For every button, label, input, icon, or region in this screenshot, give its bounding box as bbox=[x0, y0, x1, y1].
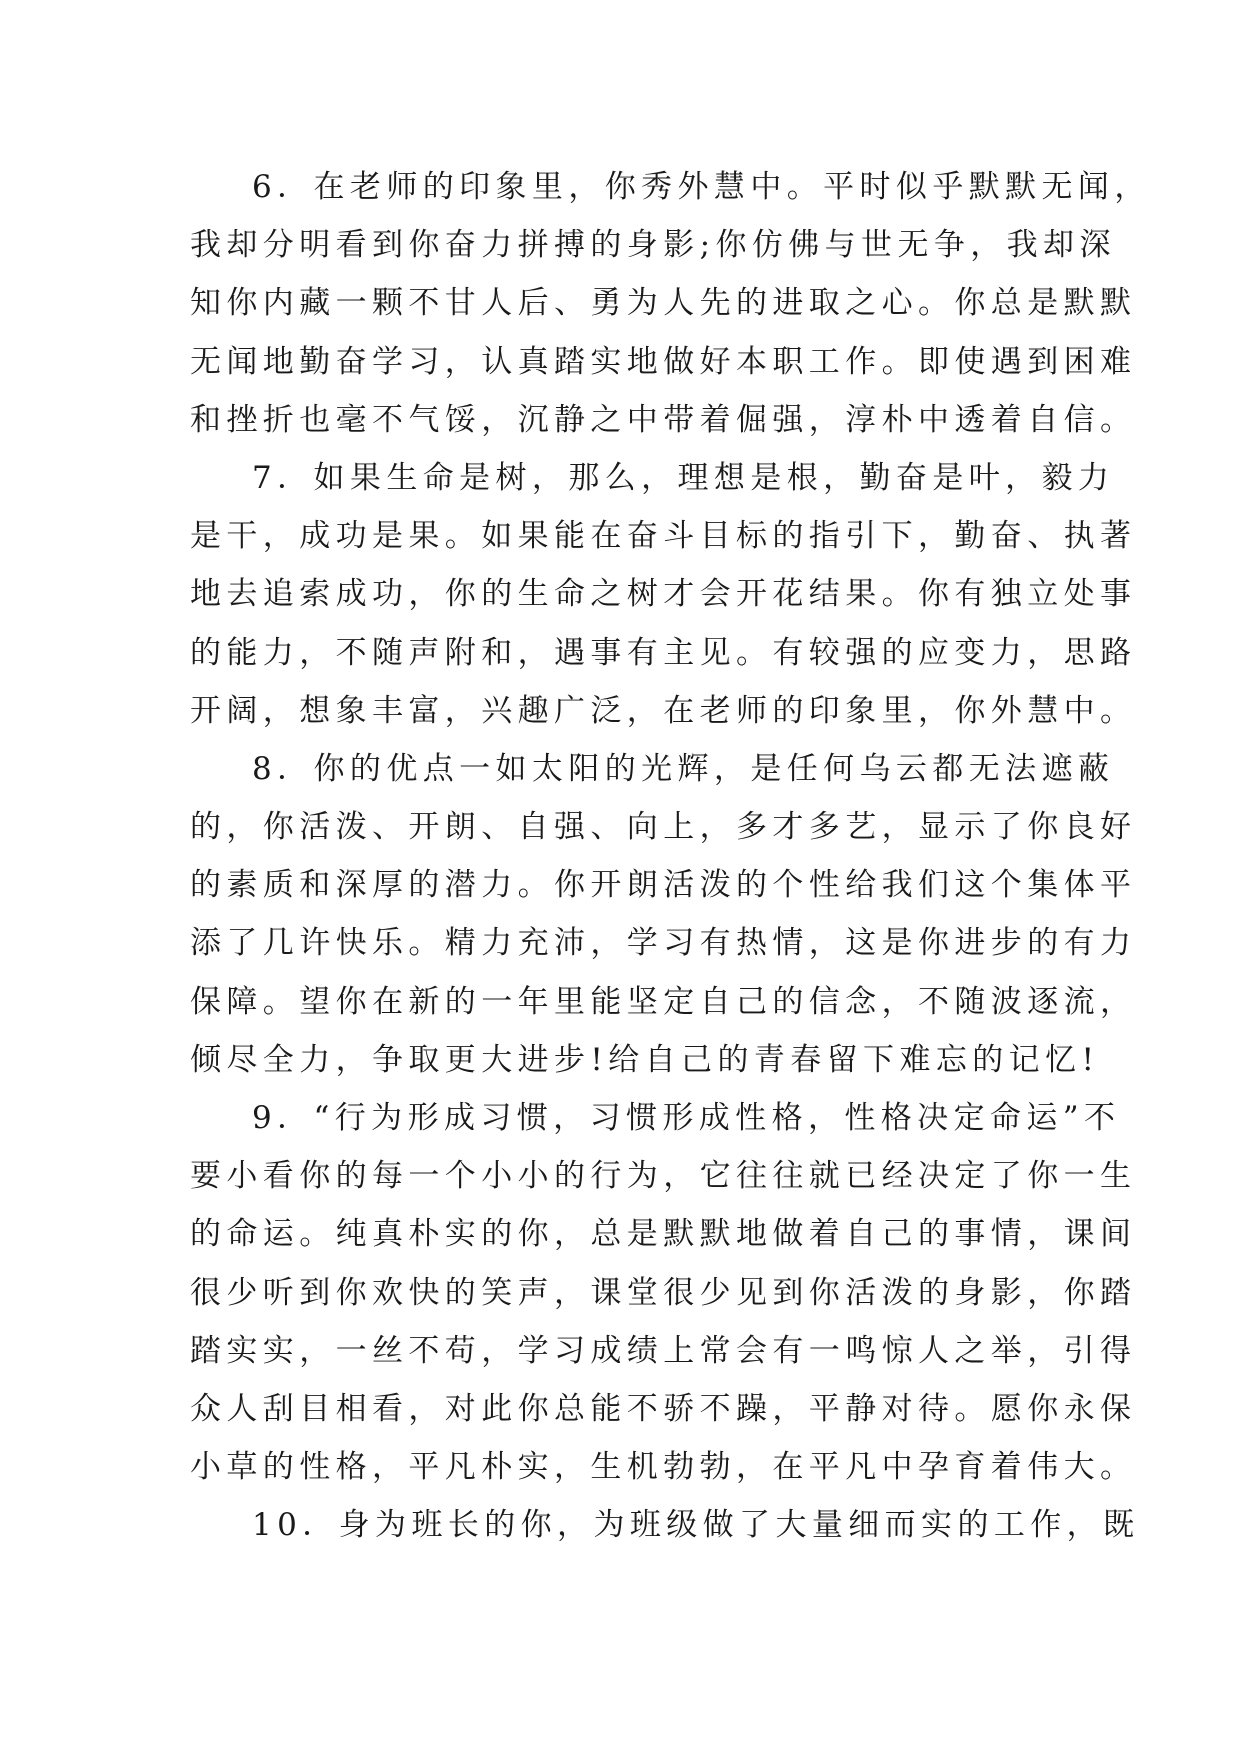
paragraph-line: 的素质和深厚的潜力。你开朗活泼的个性给我们这个集体平 bbox=[190, 867, 1137, 904]
paragraph-line: 要小看你的每一个小小的行为，它往往就已经决定了你一生 bbox=[190, 1158, 1137, 1195]
paragraph-line: 很少听到你欢快的笑声，课堂很少见到你活泼的身影，你踏 bbox=[190, 1274, 1137, 1311]
paragraph-first-line: 8．你的优点一如太阳的光辉，是任何乌云都无法遮蔽 bbox=[252, 750, 1115, 787]
paragraph-line: 小草的性格，平凡朴实，生机勃勃，在平凡中孕育着伟大。 bbox=[190, 1449, 1137, 1486]
paragraph-line: 是干，成功是果。如果能在奋斗目标的指引下，勤奋、执著 bbox=[190, 518, 1137, 555]
paragraph-first-line: 9．“行为形成习惯，习惯形成性格，性格决定命运”不 bbox=[252, 1100, 1121, 1136]
paragraph-first-line: 7．如果生命是树，那么，理想是根，勤奋是叶，毅力 bbox=[252, 459, 1115, 496]
paragraph-line: 和挫折也毫不气馁，沉静之中带着倔强，淳朴中透着自信。 bbox=[190, 401, 1137, 438]
paragraph-line: 知你内藏一颗不甘人后、勇为人先的进取之心。你总是默默 bbox=[190, 285, 1137, 322]
paragraph-line: 众人刮目相看，对此你总能不骄不躁，平静对待。愿你永保 bbox=[190, 1390, 1137, 1427]
paragraph-line: 开阔，想象丰富，兴趣广泛，在老师的印象里，你外慧中。 bbox=[190, 692, 1137, 729]
paragraph-line: 保障。望你在新的一年里能坚定自己的信念，不随波逐流， bbox=[190, 983, 1137, 1020]
paragraph-line: 添了几许快乐。精力充沛，学习有热情，这是你进步的有力 bbox=[190, 925, 1137, 962]
paragraph-line: 无闻地勤奋学习，认真踏实地做好本职工作。即使遇到困难 bbox=[190, 343, 1137, 380]
paragraph-line: 的能力，不随声附和，遇事有主见。有较强的应变力，思路 bbox=[190, 634, 1137, 671]
paragraph-line: 我却分明看到你奋力拼搏的身影;你仿佛与世无争，我却深 bbox=[190, 227, 1116, 264]
paragraph-line: 的命运。纯真朴实的你，总是默默地做着自己的事情，课间 bbox=[190, 1216, 1137, 1253]
paragraph-first-line: 6．在老师的印象里，你秀外慧中。平时似乎默默无闻， bbox=[252, 169, 1151, 205]
paragraph-line: 踏实实，一丝不苟，学习成绩上常会有一鸣惊人之举，引得 bbox=[190, 1332, 1137, 1369]
document-body bbox=[190, 158, 1151, 1555]
paragraph-first-line: 10．身为班长的你，为班级做了大量细而实的工作，既 bbox=[252, 1507, 1140, 1544]
paragraph-line: 倾尽全力，争取更大进步!给自己的青春留下难忘的记忆! bbox=[190, 1041, 1100, 1078]
paragraph-line: 的，你活泼、开朗、自强、向上，多才多艺，显示了你良好 bbox=[190, 809, 1137, 846]
paragraph-line: 地去追索成功，你的生命之树才会开花结果。你有独立处事 bbox=[190, 576, 1137, 613]
